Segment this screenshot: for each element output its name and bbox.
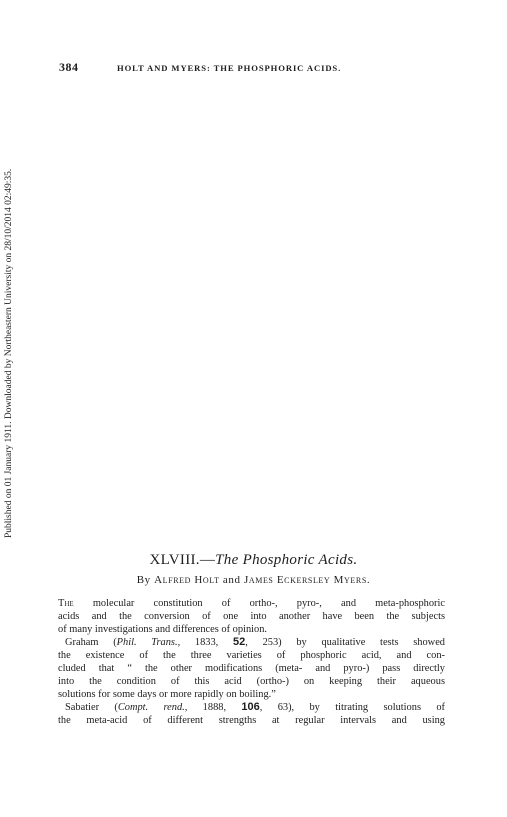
text-span: , 1888, [184,702,242,713]
author1-last: Holt [194,574,220,586]
authors-byline [0,574,507,586]
paragraph-line: into the condition of this acid (ortho-) on keeping their aqueous [58,676,445,687]
text-span: Sabatier ( [65,702,118,713]
paragraph-text: molecular constitution of ortho-, pyro-, and meta-phosphoric [73,598,445,609]
author2-middle: Eckersley [276,574,331,586]
byline-by: By [136,574,151,586]
paragraph-line: the existence of the three varieties of phosphoric acid, and con- [58,650,445,661]
paragraph-line: of many investigations and differences of opinion. [58,624,268,635]
author2-first: James [243,574,274,586]
page-number: 384 [59,60,79,74]
text-span: , 253) by qualitative tests showed [245,637,445,648]
journal-citation: Phil. Trans. [116,637,178,648]
author1-first: Alfred [154,574,192,586]
paragraph-line: the meta-acid of different strengths at regular intervals and using [58,715,445,726]
byline-and: and [222,574,241,586]
volume-number: 52 [233,636,246,648]
paragraph-line: cluded that “ the other modifications (meta- and pyro-) pass directly [58,663,445,674]
paragraph-line [58,597,445,610]
article-title [0,552,507,569]
paragraph-line [58,701,445,714]
article-number: XLVIII. [149,552,200,568]
download-stamp: Published on 01 January 1911. Downloaded by Northeastern University on 28/10/2014 02:49:35. [4,168,14,538]
paragraph-line: acids and the conversion of one into another have been the subjects [58,611,445,622]
running-head: HOLT AND MYERS: THE PHOSPHORIC ACIDS. [117,63,342,73]
volume-number: 106 [241,701,260,713]
body-text [58,597,445,727]
title-dash: — [199,552,216,568]
text-span: Graham ( [65,637,117,648]
paragraph-lead: The [58,598,74,609]
article-title-text: The Phosphoric Acids. [215,552,358,568]
journal-citation: Compt. rend. [117,702,185,713]
paragraph-line: solutions for some days or more rapidly on boiling.” [58,689,276,700]
author2-last: Myers. [333,574,371,586]
paragraph-line [58,636,445,649]
text-span: , 63), by titrating solutions of [259,702,445,713]
text-span: , 1833, [177,637,234,648]
